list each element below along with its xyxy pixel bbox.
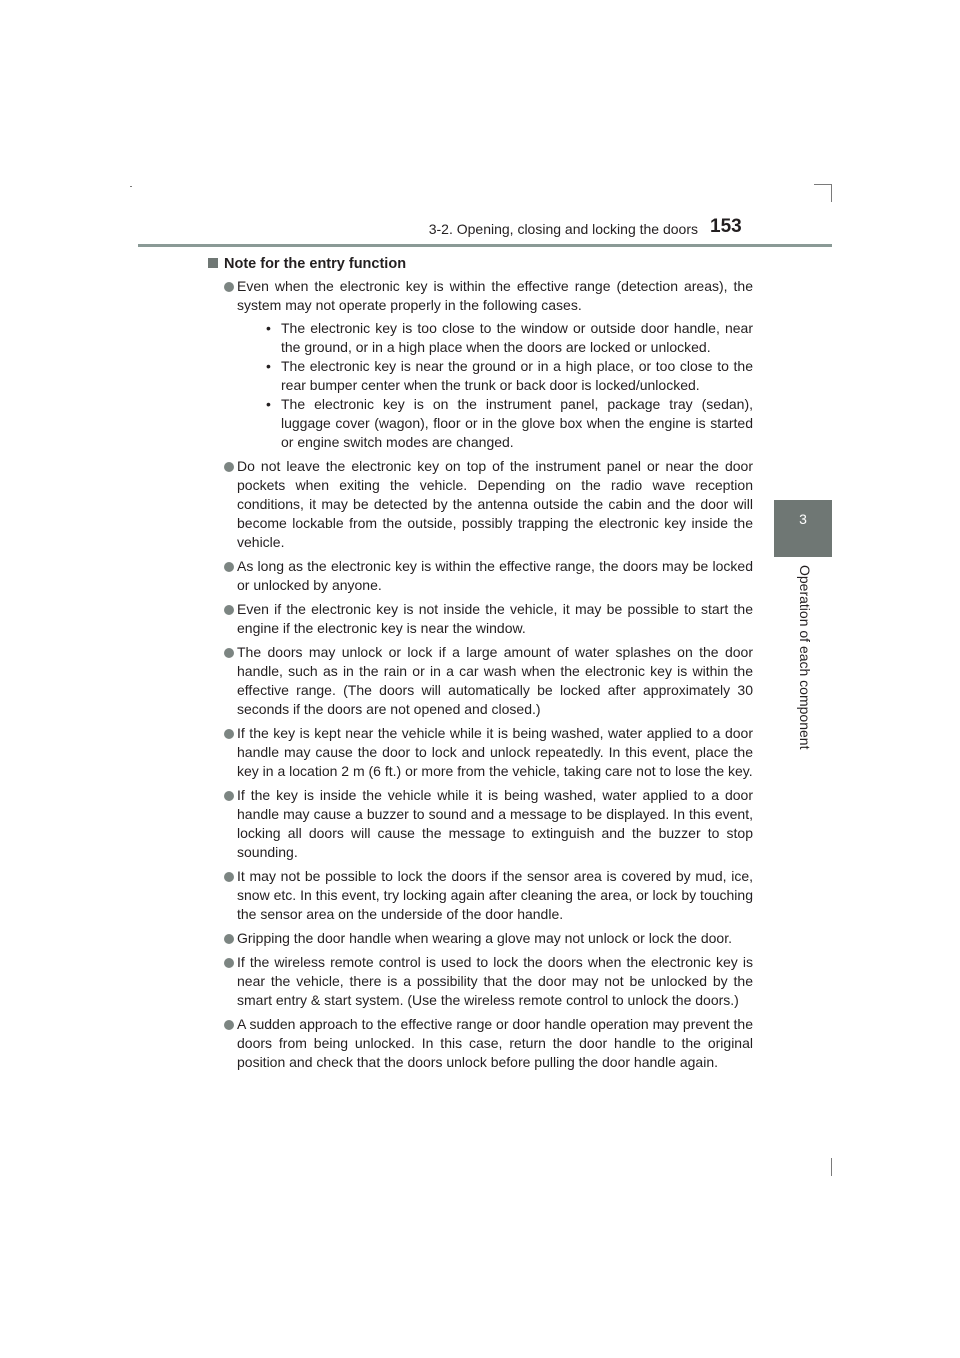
list-item-text: It may not be possible to lock the doors if the sensor area is covered by mud, ice, snow etc. In this event, try locking again after cleaning the area, or lock by touching the sensor area on the underside of the door handle. <box>237 868 753 922</box>
list-item-text: If the wireless remote control is used to lock the doors when the electronic key is near the vehicle, there is a possibility that the door may not be unlocked by the smart entry & start system. (Use the wireless remote control to unlock the doors.) <box>237 954 753 1008</box>
bullet-icon <box>224 562 234 572</box>
list-item-text: Even if the electronic key is not inside the vehicle, it may be possible to start the engine if the electronic key is near the window. <box>237 601 753 636</box>
bullet-icon <box>224 958 234 968</box>
chapter-number: 3 <box>799 511 807 527</box>
list-item-text: If the key is inside the vehicle while it is being washed, water applied to a door handle may cause a buzzer to sound and a message to be displayed. In this event, locking all doors will cause the message to extinguish and the buzzer to stop sounding. <box>237 787 753 860</box>
sub-item-text: The electronic key is on the instrument panel, package tray (sedan), luggage cover (wagon), floor or in the glove box when the engine is started or engine switch modes are changed. <box>281 396 753 450</box>
bullet-icon <box>224 462 234 472</box>
list-item <box>208 786 753 862</box>
page-number: 153 <box>710 216 742 237</box>
chapter-tab <box>774 500 832 557</box>
list-item <box>208 557 753 595</box>
list-item-text: A sudden approach to the effective range or door handle operation may prevent the doors from being unlocked. In this case, return the door handle to the original position and check that the doors unlock before pulling the door handle again. <box>237 1016 753 1070</box>
section-header: 3-2. Opening, closing and locking the doors <box>428 221 698 237</box>
list-item <box>208 953 753 1010</box>
list-item <box>208 600 753 638</box>
list-item <box>208 277 753 452</box>
crop-mark <box>814 184 832 185</box>
list-item-text: As long as the electronic key is within the effective range, the doors may be locked or unlocked by anyone. <box>237 558 753 593</box>
list-item-text: Gripping the door handle when wearing a glove may not unlock or lock the door. <box>237 930 732 946</box>
bullet-icon <box>224 934 234 944</box>
crop-mark <box>130 186 132 187</box>
bullet-icon <box>224 1020 234 1030</box>
list-item-text: Even when the electronic key is within the effective range (detection areas), the system may not operate properly in the following cases. <box>237 278 753 313</box>
list-item-text: Do not leave the electronic key on top of the instrument panel or near the door pockets when exiting the vehicle. Depending on the radio wave reception conditions, it may be detected by the antenna outside the cabin and the door will become lockable from the outside, possibly trapping the electronic key inside the vehicle. <box>237 458 753 550</box>
list-item <box>208 643 753 719</box>
list-item <box>208 724 753 781</box>
header-rule <box>138 244 832 247</box>
sub-item: • The electronic key is too close to the window or outside door handle, near the ground, or in a high place when the doors are locked or unlocked. <box>266 320 753 355</box>
section-heading-text: Note for the entry function <box>224 256 407 272</box>
bullet-icon <box>224 648 234 658</box>
chapter-label: Operation of each component <box>797 565 813 750</box>
bullet-icon <box>224 791 234 801</box>
sub-item-text: The electronic key is too close to the window or outside door handle, near the ground, or in a high place when the doors are locked or unlocked. <box>281 320 753 355</box>
page-content <box>208 255 753 1077</box>
sub-item: • The electronic key is on the instrument panel, package tray (sedan), luggage cover (wagon), floor or in the glove box when the engine is started or engine switch modes are changed. <box>266 396 753 450</box>
crop-mark <box>831 184 832 202</box>
list-item <box>208 457 753 552</box>
sub-list <box>237 319 753 452</box>
sub-item: • The electronic key is near the ground or in a high place, or too close to the rear bumper center when the trunk or back door is locked/unlocked. <box>266 358 753 393</box>
square-bullet-icon <box>208 258 218 268</box>
list-item <box>208 867 753 924</box>
list-item <box>208 929 753 948</box>
bullet-icon <box>224 282 234 292</box>
list-item-text: The doors may unlock or lock if a large amount of water splashes on the door handle, such as in the rain or in a car wash when the electronic key is within the effective range. (The doors will automatically be locked after approximately 30 seconds if the doors are not opened and closed.) <box>237 644 753 717</box>
section-heading <box>208 255 753 273</box>
list-item <box>208 1015 753 1072</box>
list-item-text: If the key is kept near the vehicle while it is being washed, water applied to a door handle may cause the door to lock and unlock repeatedly. In this event, place the key in a location 2 m (6 ft.) or more from the vehicle, taking care not to lose the key. <box>237 725 753 779</box>
bullet-icon <box>224 872 234 882</box>
crop-mark <box>831 1158 832 1176</box>
bullet-icon <box>224 729 234 739</box>
sub-item-text: The electronic key is near the ground or in a high place, or too close to the rear bumper center when the trunk or back door is locked/unlocked. <box>281 358 753 393</box>
bullet-icon <box>224 605 234 615</box>
